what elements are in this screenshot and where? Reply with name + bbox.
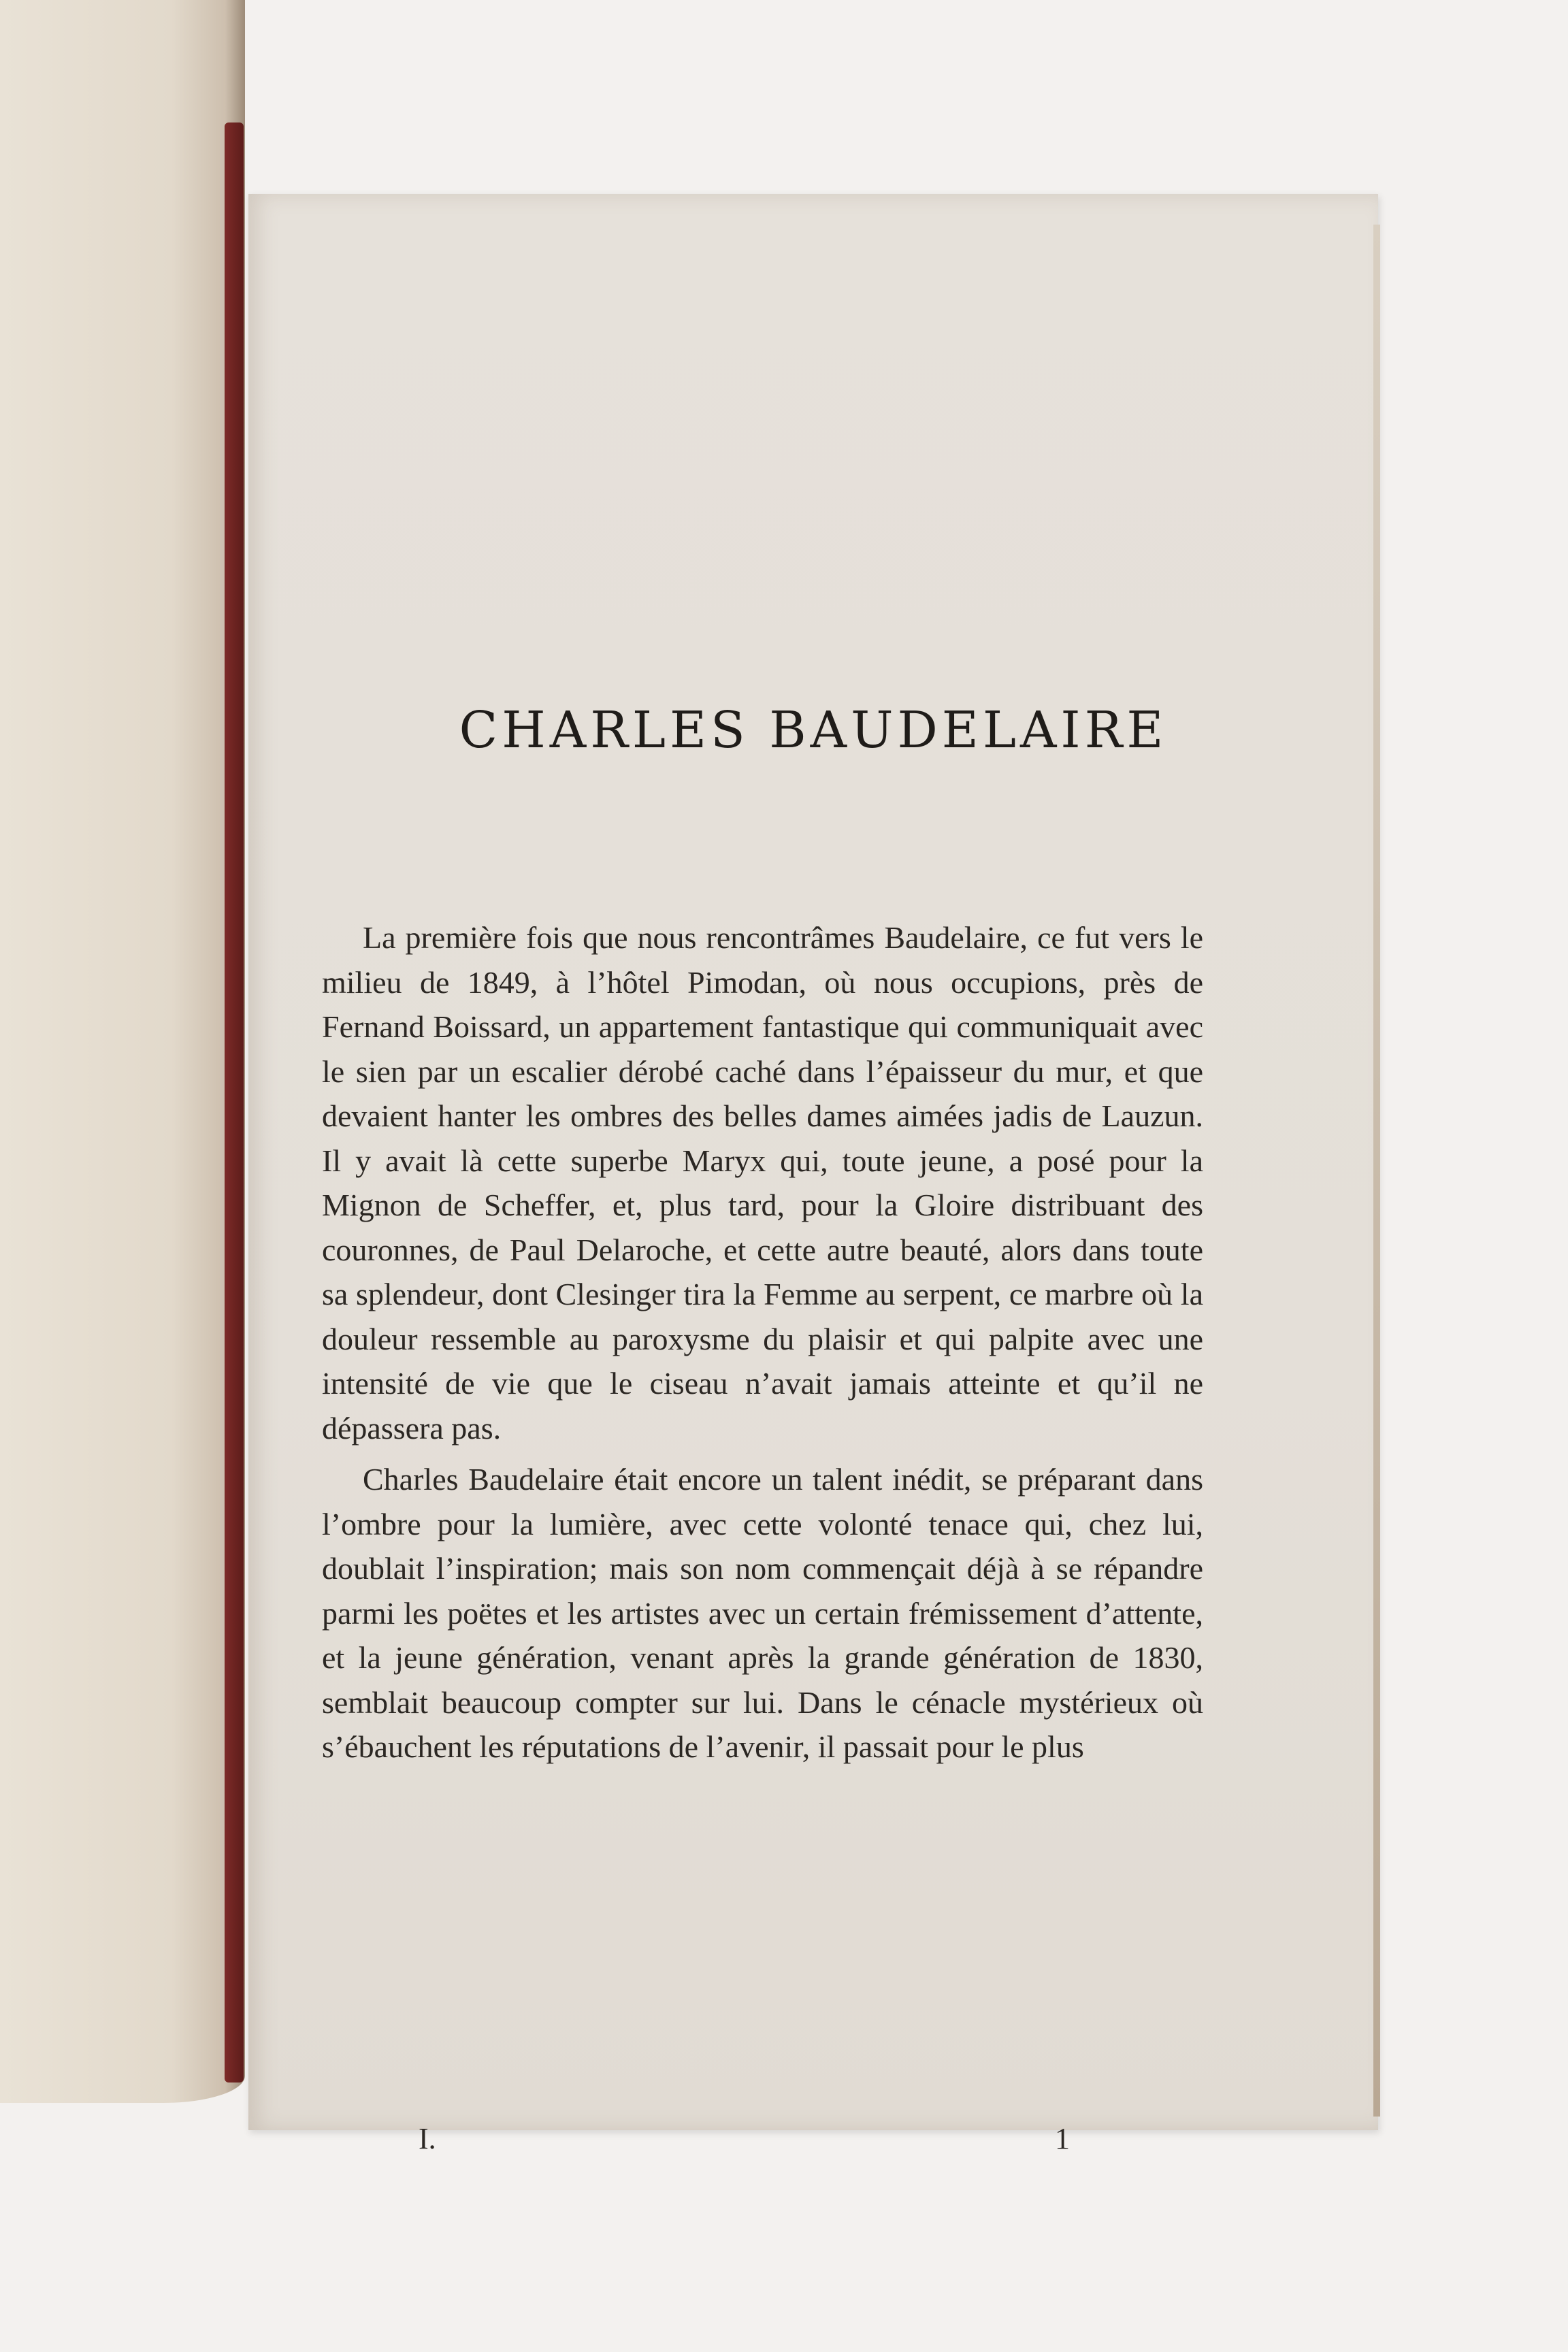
book-cover-edge (225, 122, 244, 2082)
chapter-title: CHARLES BAUDELAIRE (459, 701, 1168, 760)
page-number: 1 (1055, 2122, 1070, 2155)
page-edge (1373, 225, 1380, 2117)
left-page (0, 0, 245, 2103)
paragraph-1: La première fois que nous rencontrâmes Baudelaire, ce fut vers le milieu de 1849, à l’hôtel Pimodan, où nous occupions, près de Fernand Boissard, un appartement fantastique qui communiquait avec le sien par un escalier dérobé caché dans l’épaisseur du mur, et que devaient hanter les ombres des belles dames aimées jadis de Lauzun. Il y avait là cette superbe Maryx qui, toute jeune, a posé pour la Mignon de Scheffer, et, plus tard, pour la Gloire distribuant des couronnes, de Paul Delaroche, et cette autre beauté, alors dans toute sa splendeur, dont Clesinger tira la Femme au serpent, ce marbre où la douleur ressemble au paroxysme du plaisir et qui palpite avec une intensité de vie que le ciseau n’avait jamais atteinte et qu’il ne dépassera pas. (322, 920, 1203, 1446)
paragraph-2: Charles Baudelaire était encore un talent inédit, se préparant dans l’ombre pour la lumière, avec cette volonté tenace qui, chez lui, doublait l’inspiration; mais son nom commençait déjà à se répandre parmi les poëtes et les artistes avec un certain frémissement d’attente, et la jeune génération, venant après la grande génération de 1830, semblait beaucoup compter sur lui. Dans le cénacle mystérieux où s’ébauchent les réputations de l’avenir, il passait pour le plus (322, 1462, 1203, 1764)
body-text (322, 915, 1203, 1769)
book-page (248, 194, 1378, 2155)
signature-mark: I. (419, 2122, 436, 2155)
